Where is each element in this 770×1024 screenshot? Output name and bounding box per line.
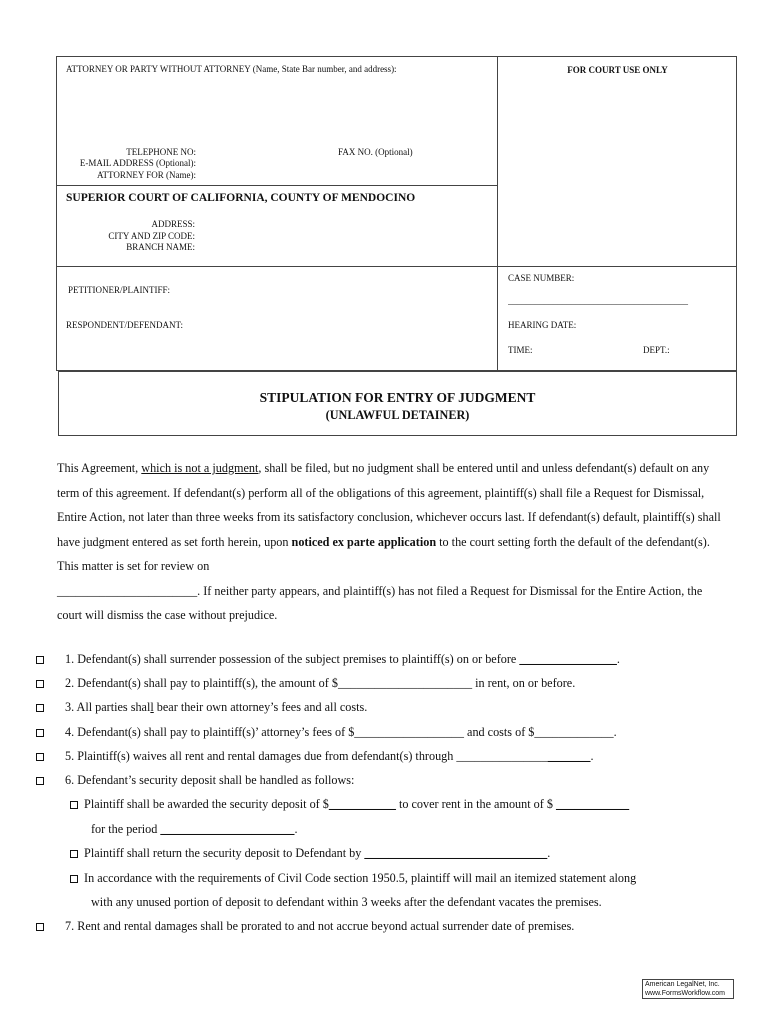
item-3-checkbox[interactable] <box>36 704 44 712</box>
city-zip-label: CITY AND ZIP CODE: <box>108 231 195 241</box>
item-5-text: 5. Plaintiff(s) waives all rent and rental damages due from defendant(s) through _______________ <box>65 749 548 763</box>
respondent-label: RESPONDENT/DEFENDANT: <box>66 320 184 330</box>
item-1-end: . <box>616 652 620 666</box>
item-6a <box>70 796 629 812</box>
item-6a-rent-blank[interactable]: ____________ <box>556 797 630 811</box>
item-7 <box>36 918 574 934</box>
item-5-checkbox[interactable] <box>36 753 44 761</box>
item-1-text: 1. Defendant(s) shall surrender possession of the subject premises to plaintiff(s) on or before <box>65 652 517 666</box>
item-6a-deposit-blank[interactable]: ___________ <box>328 797 396 811</box>
item-6c <box>70 870 636 886</box>
hearing-date-label: HEARING DATE: <box>508 320 577 330</box>
dept-label: DEPT.: <box>643 345 670 355</box>
attorney-for-label: ATTORNEY FOR (Name): <box>97 170 196 180</box>
item-1-blank[interactable]: ________________ <box>519 652 617 666</box>
item-6-checkbox[interactable] <box>36 777 44 785</box>
item-2-checkbox[interactable] <box>36 680 44 688</box>
item-6a-text-2: to cover rent in the amount of $ <box>395 797 556 811</box>
item-6a-period-blank[interactable]: ______________________ <box>160 822 295 836</box>
item-1 <box>36 651 620 667</box>
item-2 <box>36 675 575 691</box>
item-7-checkbox[interactable] <box>36 923 44 931</box>
p1-middle: , shall be filed, but no judgment shall be entered until and unless defendant(s) default on any term of this agreement. If defendant(s) perform all of the obligations of this agreement, plaintiff(s) shall file a Request for Dismissal, Entire Action, not later than three weeks from its satisfactory conclusion, whichever occurs last. If defendant(s) default, plaintiff(s) shall have judgment entered as set forth herein, upon <box>57 461 721 549</box>
item-6a-cont <box>91 821 298 837</box>
item-6b-text: Plaintiff shall return the security deposit to Defendant by <box>84 846 365 860</box>
agreement-paragraph-end <box>57 579 727 628</box>
caption-rule-1 <box>56 185 498 186</box>
telephone-label: TELEPHONE NO: <box>126 147 196 157</box>
publisher-url[interactable]: www.FormsWorkflow.com <box>645 989 725 997</box>
ex-parte-text: noticed ex parte application <box>291 534 437 549</box>
form-subtitle: (UNLAWFUL DETAINER) <box>325 408 470 422</box>
agreement-paragraph-main <box>57 456 727 579</box>
email-label: E-MAIL ADDRESS (Optional): <box>79 158 196 168</box>
item-7-text: 7. Rent and rental damages shall be prorated to and not accrue beyond actual surrender date of premises. <box>65 919 575 933</box>
caption-rule-2 <box>56 266 737 267</box>
case-number-label: CASE NUMBER: <box>508 273 575 283</box>
item-2-blank[interactable]: ______________________ <box>337 676 473 690</box>
p1-start: This Agreement, <box>57 461 142 475</box>
item-6c-checkbox[interactable] <box>70 875 78 883</box>
item-6a-text-4: . <box>294 822 298 836</box>
address-label: ADDRESS: <box>151 219 195 229</box>
item-6 <box>36 772 354 788</box>
item-1-checkbox[interactable] <box>36 656 44 664</box>
caption-divider <box>497 56 498 371</box>
item-4-text: 4. Defendant(s) shall pay to plaintiff(s)’ attorney’s fees of $__________________ and costs of $_____________. <box>65 725 617 739</box>
item-3-text-a: 3. All parties shal <box>65 700 151 714</box>
p1-end: _______________________. If neither party appears, and plaintiff(s) has not filed a Request for Dismissal for the Entire Action, the court will dismiss the case without prejudice. <box>57 583 703 622</box>
item-4 <box>36 724 617 740</box>
item-6b-end: . <box>547 846 551 860</box>
p1-review: to the court setting forth the default of the defendant(s). This matter is set for review on <box>57 534 710 573</box>
publisher-name: American LegalNet, Inc. <box>645 981 720 988</box>
not-judgment-text: which is not a judgment <box>141 461 259 475</box>
item-6c-text-2: with any unused portion of deposit to defendant within 3 weeks after the defendant vacates the premises. <box>91 895 602 909</box>
time-label: TIME: <box>508 345 533 355</box>
item-5 <box>36 748 594 764</box>
item-3 <box>36 699 367 715</box>
court-use-label: FOR COURT USE ONLY <box>567 65 668 75</box>
publisher-footer <box>642 979 734 999</box>
agreement-paragraph <box>57 456 727 628</box>
item-6a-text-1: Plaintiff shall be awarded the security deposit of $ <box>84 797 329 811</box>
item-3-text-u: l <box>150 700 154 714</box>
form-title: STIPULATION FOR ENTRY OF JUDGMENT <box>259 390 536 405</box>
item-6c-cont <box>91 894 602 910</box>
case-number-line: ________________________________________ <box>508 296 688 306</box>
petitioner-label: PETITIONER/PLAINTIFF: <box>68 285 170 295</box>
fax-label: FAX NO. (Optional) <box>338 147 413 157</box>
item-2-end: in rent, on or before. <box>472 676 576 690</box>
item-4-checkbox[interactable] <box>36 729 44 737</box>
item-6a-checkbox[interactable] <box>70 801 78 809</box>
item-6b-checkbox[interactable] <box>70 850 78 858</box>
item-6-text: 6. Defendant’s security deposit shall be handled as follows: <box>65 773 355 787</box>
branch-label: BRANCH NAME: <box>126 242 195 252</box>
item-6a-text-3: for the period <box>91 822 161 836</box>
item-5-end: . <box>590 749 594 763</box>
item-3-text-b: bear their own attorney’s fees and all costs. <box>153 700 368 714</box>
item-6c-text-1: In accordance with the requirements of Civil Code section 1950.5, plaintiff will mail an itemized statement along <box>84 871 637 885</box>
item-6b <box>70 845 550 861</box>
item-5-blank[interactable]: _______ <box>547 749 591 763</box>
item-6b-blank[interactable]: ______________________________ <box>364 846 548 860</box>
attorney-label: ATTORNEY OR PARTY WITHOUT ATTORNEY (Name, State Bar number, and address): <box>66 64 397 74</box>
court-name: SUPERIOR COURT OF CALIFORNIA, COUNTY OF MENDOCINO <box>66 192 416 204</box>
item-2-text: 2. Defendant(s) shall pay to plaintiff(s), the amount of $ <box>65 676 338 690</box>
